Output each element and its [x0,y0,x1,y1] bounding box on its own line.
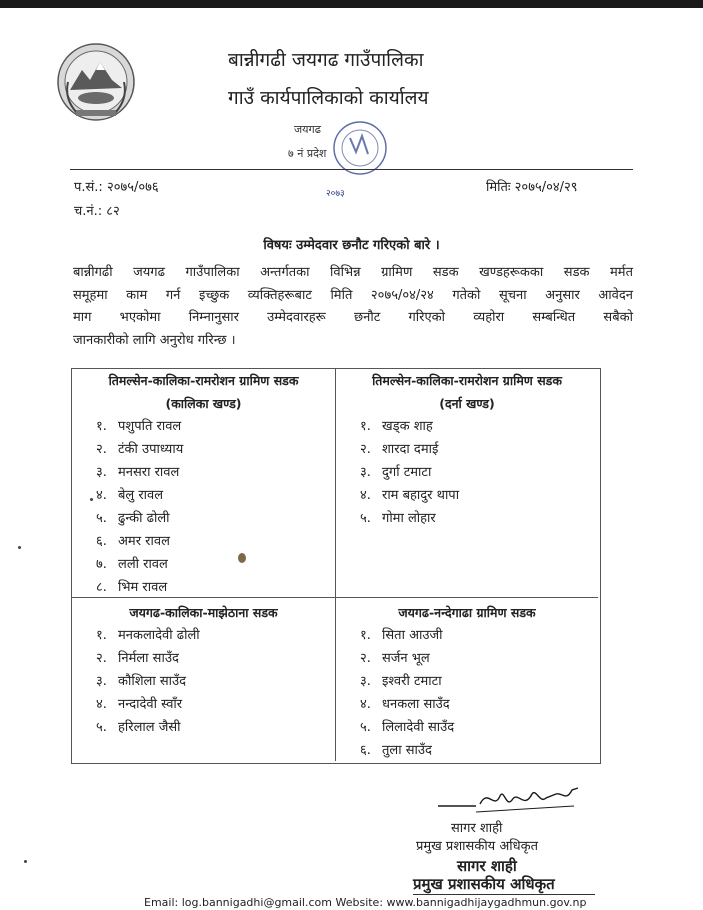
stamp-text-3: २०७३ [326,189,345,199]
section-subtitle: (कालिका खण्ड) [165,396,242,411]
stamp-signatory-title: प्रमुख प्रशासकीय अधिकृत [413,875,555,893]
section-header [72,369,335,415]
list-item: ४. राम बहादुर थापा [360,488,460,503]
name-list [96,624,200,739]
office-subtitle: गाउँ कार्यपालिकाको कार्यालय [228,87,429,109]
list-item: ५. गोमा लोहार [360,511,436,526]
section-subtitle: (दर्ना खण्ड) [439,396,495,411]
table-vertical-divider [335,369,336,761]
section-title: जयगढ-कालिका-माझेठाना सडक [129,605,278,620]
top-border [0,0,703,8]
list-item: ४. नन्दादेवी स्वाँर [96,697,183,712]
footer-contact: Email: log.bannigadhi@gmail.com Website: www.bannigadhijaygadhmun.gov.np [144,896,587,909]
list-item: १. खड्क शाह [360,419,433,434]
list-item: २. निर्मला साउँद [96,651,179,666]
list-item: ५. लिलादेवी साउँद [360,720,455,735]
name-list [360,415,459,530]
header-divider [70,169,633,170]
speck [18,546,21,549]
section-title: तिमल्सेन-कालिका-रामरोशन ग्रामिण सडक [372,373,562,388]
body-line: बान्नीगढी जयगढ गाउँपालिका अन्तर्गतका विभिन्न ग्रामिण सडक खण्डहरूकका सडक मर्मत [73,265,633,280]
list-item: ३. मनसरा रावल [96,465,180,480]
list-item: १. मनकलादेवी ढोली [96,628,200,643]
section-title: जयगढ-नन्देगाढा ग्रामिण सडक [398,605,536,620]
section-header [336,369,598,415]
list-item: ४. धनकला साउँद [360,697,450,712]
speck [90,498,93,501]
stamp-text-2: ७ नं प्रदेश [288,147,327,160]
footer-divider [413,894,595,895]
list-item: १. सिता आउजी [360,628,443,643]
subject-line: विषयः उम्मेदवार छनौट गरिएको बारे । [263,238,440,253]
list-item: १. पशुपति रावल [96,419,182,434]
office-name: बान्नीगढी जयगढ गाउँपालिका [228,49,424,71]
list-item: ३. इश्वरी टमाटा [360,674,442,689]
list-item: ४. बेलु रावल [96,488,164,503]
letter-date: मितिः २०७५/०४/२९ [486,180,578,195]
list-item: ५. ढुन्की ढोली [96,511,170,526]
signatory-title: प्रमुख प्रशासकीय अधिकृत [416,839,539,854]
reference-number: प.सं.: २०७५/०७६ [74,180,159,195]
list-item: ३. दुर्गा टमाटा [360,465,432,480]
body-line: माग भएकोमा निम्नानुसार उम्मेदवारहरू छनौट गरिएको व्यहोरा सम्बन्धित सबैको [73,310,633,325]
government-emblem-icon [56,40,136,124]
signatory-name: सागर शाही [451,821,503,836]
dispatch-number: च.नं.: ८२ [74,204,120,219]
body-line: जानकारीको लागि अनुरोध गरिन्छ । [73,332,236,348]
list-item: ६. अमर रावल [96,534,170,549]
body-paragraph [73,262,633,352]
list-item: २. सर्जन भूल [360,651,430,666]
list-item: २. टंकी उपाध्याय [96,442,184,457]
list-item: ८. भिम रावल [96,580,168,595]
ink-blot [238,553,246,563]
section-title: तिमल्सेन-कालिका-रामरोशन ग्रामिण सडक [108,373,299,388]
section-header [72,601,335,624]
section-header [336,601,598,624]
list-item: २. शारदा दमाई [360,442,439,457]
list-item: ७. लली रावल [96,557,168,572]
stamp-text-1: जयगढ [294,123,321,136]
candidates-table [71,368,601,764]
list-item: ३. कौशिला साउँद [96,674,187,689]
body-line: समूहमा काम गर्न इच्छुक व्यक्तिहरूबाट मिति २०७५/०४/२४ गतेको सूचना अनुसार आवेदन [73,287,633,303]
speck [24,860,27,863]
name-list [96,415,183,599]
stamp-signatory-name: सागर शाही [457,857,517,875]
handwritten-signature-icon [436,782,582,816]
name-list [360,624,454,762]
list-item: ६. तुला साउँद [360,743,432,758]
list-item: ५. हरिलाल जैसी [96,720,181,735]
